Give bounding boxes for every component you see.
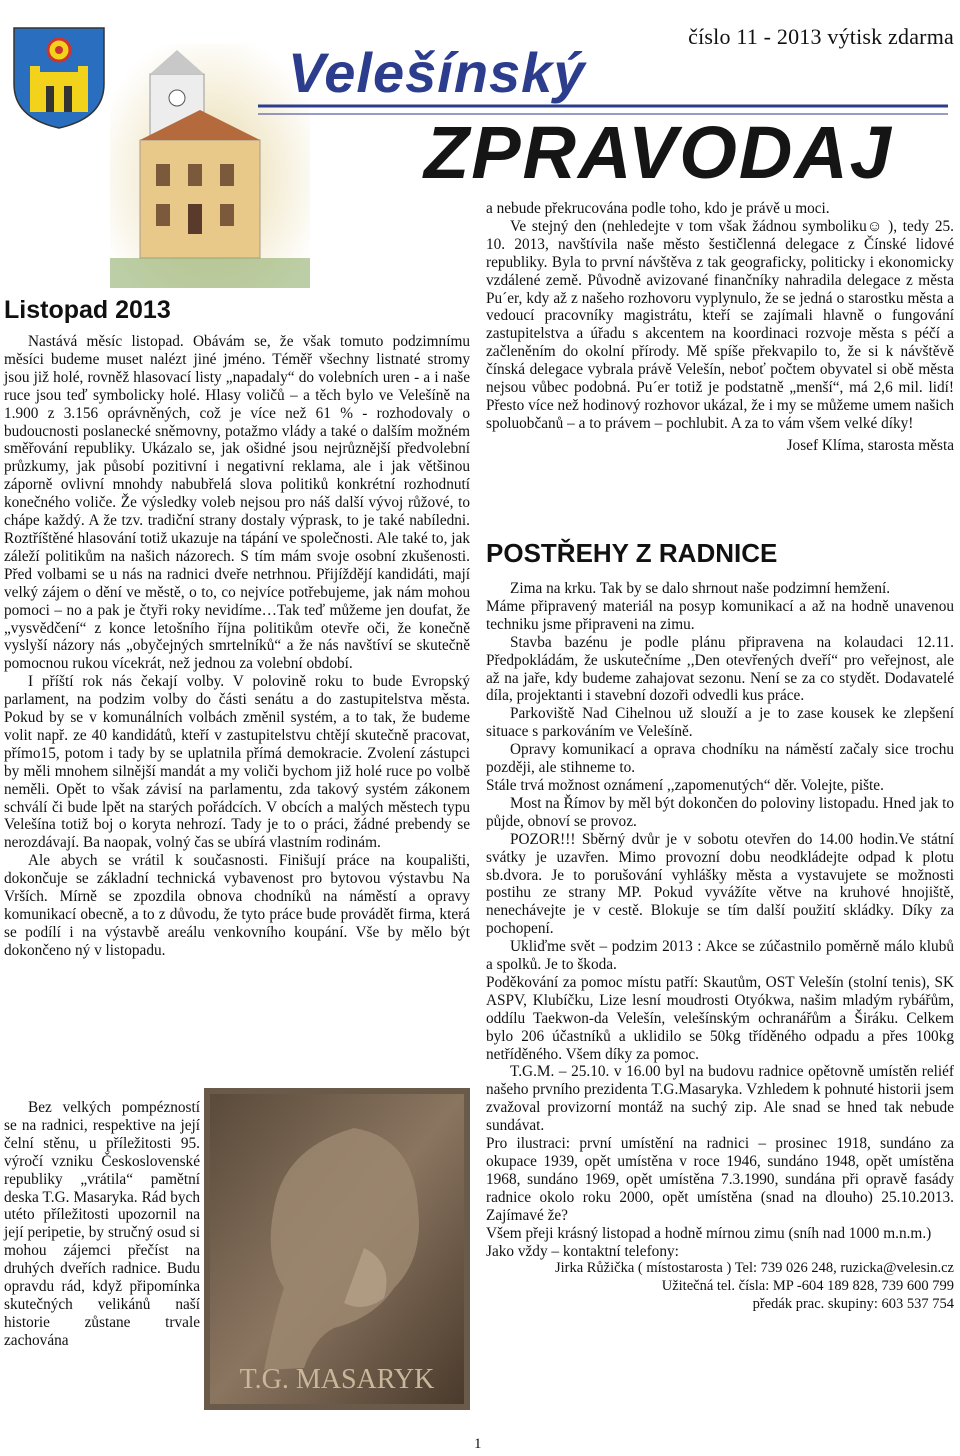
relief-caption: T.G. MASARYK [239, 1364, 435, 1395]
news-item: Poděkování za pomoc místu patří: Skautům, OST Velešín (stolní tenis), SK ASPV, Klubíčku, Lize lesní moudrosti Otyókwa, našim mladým rybářům, oddílu Taekwon-da Velešín, velešínským ochranářům a Širáku. Celkem bylo 206 účastníků a uklidilo se 50kg tříděného odpadu a přes 100kg netříděného. Všem díky za pomoc. [486, 973, 954, 1063]
news-item: Stále trvá možnost oznámení ,,zapomenutých“ děr. Volejte, pište. [486, 776, 884, 794]
news-item: Zima na krku. Tak by se dalo shrnout naše podzimní hemžení. [510, 580, 891, 597]
masthead [258, 41, 958, 196]
right-column-body [486, 580, 954, 1314]
contact-line: předák prac. skupiny: 603 537 754 [752, 1296, 954, 1313]
right-paragraph: a nebude překrucována podle toho, kdo je právě u moci. [486, 200, 830, 217]
month-title: Listopad 2013 [4, 296, 171, 324]
news-item: Ukliďme svět – podzim 2013 : Akce se zúčastnilo poměrně málo klubů a spolků. Je to škoda. [486, 938, 954, 974]
left-side-paragraph: Bez velkých pompézností se na radnici, respektive na její čelní stěnu, u příležitosti 95. výročí vzniku Československé republiky „vrátila“ pamětní deska T.G. Masaryka. Rád bych utéto příležitosti upozornil na její peripetie, by stručný osud si mohou zájemci přečíst na druhých dveřích radnice. Budu opravdu rád, když připomínka skutečných velikánů naší historie zůstane trvale zachována [4, 1099, 200, 1349]
news-item: Most na Římov by měl být dokončen do poloviny listopadu. Hned jak to půjde, obnoví se provoz. [486, 794, 954, 830]
masthead-bottom: ZPRAVODAJ [424, 111, 893, 194]
issue-info: číslo 11 - 2013 výtisk zdarma [688, 24, 954, 49]
section-title: POSTŘEHY Z RADNICE [486, 538, 778, 568]
page-number: 1 [474, 1436, 482, 1452]
coat-of-arms-image [12, 26, 106, 130]
contact-line: Užitečná tel. čísla: MP -604 189 828, 739 600 799 [661, 1278, 954, 1295]
news-item: T.G.M. – 25.10. v 16.00 byl na budovu radnice opětovně umístěn reliéf našeho prvního prezidenta T.G.Masaryka. Vzhledem k pohnuté historii jsem zvažoval provizorní montáž na suchý zip. Ale snad se hned tak nebude sundávat. [486, 1063, 954, 1135]
left-column [4, 333, 470, 960]
left-side-text [4, 1099, 200, 1350]
news-item: Stavba bazénu je podle plánu připravena na kolaudaci 12.11. Předpokládám, že uskutečníme ,,Den otevřených dveří“ pro veřejnost, ale až na jaře, kdy budeme zahajovat sezonu. Není se za co stydět. Dodavatelé díla, projektanti i stavební dozoři odvedli kus práce. [486, 633, 954, 705]
contact-line: Jirka Růžička ( místostarosta ) Tel: 739 026 248, ruzicka@velesin.cz [554, 1260, 954, 1277]
left-paragraph: Ale abych se vrátil k současnosti. Finišují práce na koupališti, dokončuje se základní technická vybavenost pro bytovou výstavbu Na Vrších. Mírně se zpozdila obnova chodníků na náměstí a opravy komunikací obecně, a to z důvodu, že tyto práce bude provádět firma, která se podílí i na výstavbě areálu venkovního koupání. Vše by mělo být dokončeno ný v listopadu. [4, 852, 470, 959]
news-item: Parkoviště Nad Cihelnou už slouží a je to zase kousek ke zlepšení situace s parkováním ve Velešíně. [486, 705, 954, 741]
news-item: Opravy komunikací a oprava chodníku na náměstí začaly sice trochu později, ale stihneme to. [486, 741, 954, 777]
masaryk-relief-image [204, 1088, 470, 1410]
left-paragraph: I příští rok nás čekají volby. V polovině roku to bude Evropský parlament, na podzim volby do části senátu a do zastupitelstva města. Pokud by se v komunálních volbách změnil systém, a to tak, že budeme volit např. ze 40 kandidátů, kteří v zastupitelstvu chtějí skutečně pracovat, přímo15, potom i tady by se uplatnila přímá demokracie. Zvolení zástupci by měli mnohem silnější mandát a my voliči bychom již holé ruce po volbě neměli. Opět to však závisí na parlamentu, zda takový systém zákonem schválí či bude lpět na starých pořádcích. V obcích a malých městech typu Velešína totiž boj o koryta nehrozí. Tady je to o práci, žádné prebendy se nerozdávají. Ba naopak, volný čas se ubírá vlastním rodinám. [4, 673, 470, 852]
right-column-intro [486, 200, 954, 455]
news-item: Máme připravený materiál na posyp komunikací a až na hodně unavenou techniku jsme připraveni na zimu. [486, 597, 954, 633]
right-paragraph: Ve stejný den (nehledejte v tom však žádnou symboliku☺ ), tedy 25. 10. 2013, navštívila naše město šestičlenná delegace z Čínské lidové republiky. Byla to první návštěva z tak geograficky, politicky i ekonomicky vzdálené země. Původně avizované finančníky nahradila delegace z města Pu´er, kdy až z našeho rozhovoru vyplynulo, že se jedná o starostku města a vedoucí pracovníky magistrátu, kteří se zajímali hlavně o fungování zastupitelstva a úřadu s akcentem na koordinaci rozvoje města s péčí a začleněním do okolní přírody. Mě spíše překvapilo to, že si k návštěvě čínská delegace vybrala právě Velešín, neboť počtem obyvatel si obě města nejsou vůbec podobná. Pu´er totiž je podstatně „menší“, má 2,6 mil. lidí! Přesto více než hodinový rozhovor ukázal, že i my se můžeme umem našich spoluobčanů – a to právem – pochlubit. A za to vám všem velké díky! [486, 217, 954, 432]
news-item: POZOR!!! Sběrný dvůr je v sobotu otevřen do 14.00 hodin.Ve státní svátky je uzavřen. Mimo provozní dobu neodkládejte odpad k plotu sb.dvora. Je to porušování vyhlášky města a vystavujete se možnosti postihu ze strany MP. Pokud vyvážíte větve na kruhové hnojiště, nenechávejte je v cestě. Blokuje se tím další použití skládky. Díky za pochopení. [486, 830, 954, 938]
news-item: Jako vždy – kontaktní telefony: [486, 1242, 679, 1260]
news-item: Pro ilustraci: první umístění na radnici – prosinec 1918, sundáno za okupace 1939, opět umístěna v roce 1946, sundáno 1948, opět umístěna 1968, sundáno 1969, opět umístěna 7.3.1990, sundána při opravě fasády radnice okolo roku 2000, opět umístěna (snad na dlouho) 25.10.2013. Zajímavé že? [486, 1135, 954, 1224]
left-paragraph: Nastává měsíc listopad. Obávám se, že však tomuto podzimnímu měsíci budeme muset nalézt jiné jméno. Téměř všechny listnaté stromy jsou již holé, rovněž hlasovací listy „napadaly“ do volebních uren - a i naše ruce jsou teď symbolicky holé. Hlasy voličů – a těch bylo ve Velešíně na 1.900 z 3.156 oprávněných, což je více než 61 % - rozhodovaly o budoucnosti poslanecké sněmovny, potažmo vlády a také o dalším možném směřování republiky. Ukázalo se, jak ošidné jsou nejrůznější předvolební průzkumy, jak působí pozitivní i negativní reklama, ale i jak většinou záporně ovlivní mnohdy nabubřelá slova politiků konkrétní rozhodnutí konečného voliče. Že výsledky voleb nejsou pro náš další vývoj růžové, to chápe každý. A že tzv. tradiční strany dostaly výprask, to je také nabíledni. Roztříštěné hlasování totiž ukazuje na tápání ve společnosti. Ale také to, jak záleží politikům na našich názorech. S tím mám svoje osobní zkušenosti. Před volbami se u nás na radnici dveře netrhnou. Přijíždějí kandidáti, mají velký zájem o dění ve městě, o to, co nejvíce potřebujeme, jak nám mohou pomoci – no a pak je čtyři roky nevidíme…Tak teď můžeme jen doufat, že „vysvědčení“ z konce letošního října politikům otevře oči, že konečně vyslyší názory nás „obyčejných smrtelníků“ a že nás navštíví se skutečně pomocnou rukou vícekrát, než jednou za volební období. [4, 333, 470, 673]
signature: Josef Klíma, starosta města [786, 436, 954, 454]
masthead-top: Velešínský [288, 41, 586, 104]
news-item: Všem přeji krásný listopad a hodně mírnou zimu (sníh nad 1000 m.n.m.) [486, 1224, 932, 1242]
